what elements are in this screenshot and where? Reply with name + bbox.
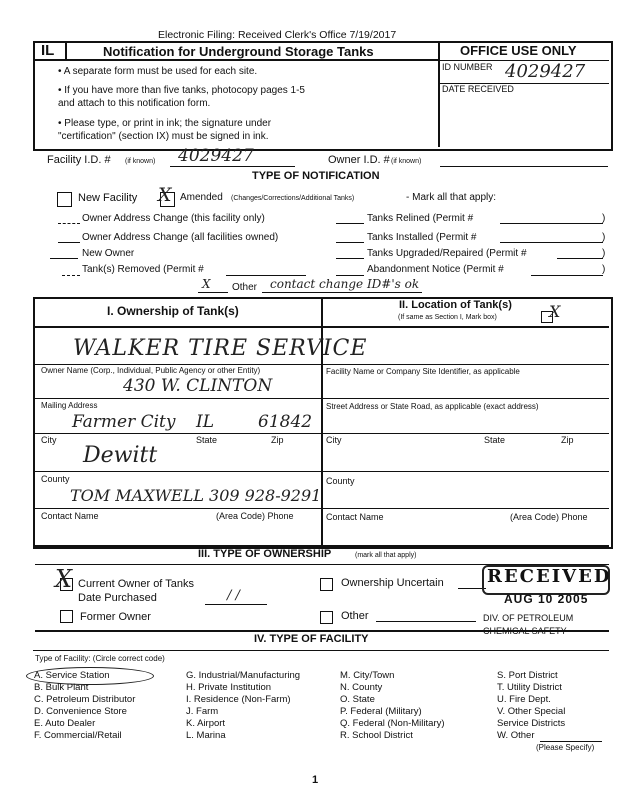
mailing-label: Mailing Address <box>41 401 98 410</box>
relined-blank[interactable] <box>336 223 364 224</box>
sec2-phone-label: (Area Code) Phone <box>510 512 588 522</box>
other-ownership-label: Other <box>341 610 369 622</box>
tank-removed-permit-line[interactable] <box>226 275 306 276</box>
facility-code-m[interactable]: M. City/Town <box>340 670 395 681</box>
sec2-county-line[interactable] <box>323 471 609 472</box>
facility-code-l[interactable]: L. Marina <box>186 730 226 741</box>
section-4-top <box>35 630 609 632</box>
city-state-zip-line[interactable] <box>323 433 609 434</box>
facility-name-label: Facility Name or Company Site Identifier, as applicable <box>326 367 520 376</box>
date-purchased-line <box>205 604 267 605</box>
please-specify-label: (Please Specify) <box>536 743 595 752</box>
facility-code-o[interactable]: O. State <box>340 694 375 705</box>
facility-code-e[interactable]: E. Auto Dealer <box>34 718 96 729</box>
other-value[interactable]: contact change ID#'s ok <box>270 277 420 291</box>
facility-id-line <box>170 166 295 167</box>
current-owner-mark: X <box>55 565 73 593</box>
contact-line <box>35 508 321 509</box>
date-purchased-value[interactable]: / / <box>227 588 240 603</box>
installed-blank[interactable] <box>336 242 364 243</box>
received-stamp-div: DIV. OF PETROLEUM <box>483 613 574 623</box>
contact-value[interactable]: TOM MAXWELL 309 928-9291 <box>70 486 322 505</box>
other-line <box>262 292 422 293</box>
facility-code-c[interactable]: C. Petroleum Distributor <box>34 694 136 705</box>
received-stamp-title: RECEIVED <box>487 566 612 587</box>
section-3-top <box>35 545 609 547</box>
amended-note: (Changes/Corrections/Additional Tanks) <box>231 195 355 202</box>
owner-address-change-all-blank[interactable] <box>58 242 80 243</box>
state-code: IL <box>41 42 55 59</box>
contact-label: Contact Name <box>41 511 99 521</box>
owner-name-label: Owner Name (Corp., Individual, Public Agency or other Entity) <box>41 366 261 375</box>
upgraded-paren: ) <box>602 248 606 259</box>
facility-code-h[interactable]: H. Private Institution <box>186 682 272 693</box>
received-stamp-chem: CHEMICAL SAFETY <box>483 626 567 636</box>
facility-code-u[interactable]: U. Fire Dept. <box>497 694 551 705</box>
owner-name-line <box>35 364 321 365</box>
facility-code-b[interactable]: B. Bulk Plant <box>34 682 89 693</box>
facility-code-i[interactable]: I. Residence (Non-Farm) <box>186 694 291 705</box>
instruction-4: • Please type, or print in ink; the signature under <box>58 118 272 129</box>
owner-address-change-blank[interactable] <box>58 223 80 224</box>
facility-code-g[interactable]: G. Industrial/Manufacturing <box>186 670 301 681</box>
section-4-subtitle: Type of Facility: (Circle correct code) <box>35 654 165 663</box>
mark-all-label: - Mark all that apply: <box>406 192 497 203</box>
facility-code-j[interactable]: J. Farm <box>186 706 219 717</box>
amended-mark: X <box>158 184 172 206</box>
upgraded-label: Tanks Upgraded/Repaired (Permit # <box>367 248 527 259</box>
instruction-5: "certification" (section IX) must be signed in ink. <box>58 131 269 142</box>
other-ownership-checkbox[interactable] <box>320 611 333 624</box>
upgraded-blank[interactable] <box>336 258 364 259</box>
section-2-subtitle: (If same as Section I, Mark box) <box>398 314 497 321</box>
mailing-line <box>35 398 321 399</box>
facility-code-v-cont: Service Districts <box>497 718 566 729</box>
sec2-zip-label: Zip <box>561 435 574 445</box>
abandonment-label: Abandonment Notice (Permit # <box>367 264 504 275</box>
facility-code-v[interactable]: V. Other Special <box>497 706 566 717</box>
date-purchased-label: Date Purchased <box>78 592 157 604</box>
section-header-line <box>35 326 609 328</box>
page-number: 1 <box>312 774 319 786</box>
city-label: City <box>41 435 57 445</box>
facility-code-a[interactable]: A. Service Station <box>34 670 110 681</box>
owner-id-line[interactable] <box>440 166 608 167</box>
ownership-uncertain-checkbox[interactable] <box>320 578 333 591</box>
amended-label: Amended <box>180 192 223 203</box>
facility-id-value[interactable]: 4029427 <box>178 146 254 166</box>
facility-code-s[interactable]: S. Port District <box>497 670 558 681</box>
same-as-section-1-mark: X <box>549 302 561 321</box>
city-line <box>35 433 321 434</box>
section-2-title: II. Location of Tank(s) <box>399 299 512 311</box>
street-line[interactable] <box>323 398 609 399</box>
section-3-subtitle: (mark all that apply) <box>355 552 417 559</box>
abandonment-permit-line[interactable] <box>531 275 603 276</box>
other-specify-line[interactable] <box>540 741 602 742</box>
sec2-contact-label: Contact Name <box>326 512 384 522</box>
facility-code-w[interactable]: W. Other <box>497 730 535 741</box>
instruction-2: • If you have more than five tanks, photocopy pages 1-5 <box>58 85 305 96</box>
sec2-contact-line[interactable] <box>323 508 609 509</box>
new-owner-label: New Owner <box>82 248 135 259</box>
office-divider <box>438 43 440 147</box>
date-received-label: DATE RECEIVED <box>442 84 514 94</box>
zip-value[interactable]: 61842 <box>258 412 313 432</box>
facility-name-line[interactable] <box>323 364 609 365</box>
relined-label: Tanks Relined (Permit # <box>367 213 474 224</box>
state-label: State <box>196 435 218 445</box>
facility-code-r[interactable]: R. School District <box>340 730 413 741</box>
relined-permit-line[interactable] <box>500 223 603 224</box>
phone-label: (Area Code) Phone <box>216 511 294 521</box>
new-facility-checkbox[interactable] <box>57 192 72 207</box>
owner-id-label: Owner I.D. # <box>328 154 390 166</box>
street-label: Street Address or State Road, as applicable (exact address) <box>326 402 539 411</box>
county-line <box>35 471 321 472</box>
owner-if-known: (if known) <box>391 158 422 165</box>
owner-name-value[interactable]: WALKER TIRE SERVICE <box>73 336 368 361</box>
abandonment-blank[interactable] <box>336 275 364 276</box>
facility-code-p[interactable]: P. Federal (Military) <box>340 706 422 717</box>
section-4-title: IV. TYPE OF FACILITY <box>254 633 369 645</box>
facility-id-label: Facility I.D. # <box>47 154 111 166</box>
instruction-1: • A separate form must be used for each site. <box>58 66 258 77</box>
county-value[interactable]: Dewitt <box>83 443 158 468</box>
mailing-value[interactable]: 430 W. CLINTON <box>123 376 273 396</box>
form-title: Notification for Underground Storage Tanks <box>103 44 374 59</box>
office-use-title: OFFICE USE ONLY <box>460 43 577 58</box>
facility-code-t[interactable]: T. Utility District <box>497 682 562 693</box>
state-value[interactable]: IL <box>196 412 215 432</box>
notification-title: TYPE OF NOTIFICATION <box>252 170 380 182</box>
other-mark: X <box>202 277 211 291</box>
id-number-label: ID NUMBER <box>442 62 493 72</box>
relined-paren: ) <box>602 213 606 224</box>
former-owner-checkbox[interactable] <box>60 610 73 623</box>
tank-removed-label: Tank(s) Removed (Permit # <box>82 264 204 275</box>
tank-removed-blank[interactable] <box>62 275 80 276</box>
county-label: County <box>41 474 70 484</box>
current-owner-label: Current Owner of Tanks <box>78 578 194 590</box>
sec2-state-label: State <box>484 435 506 445</box>
owner-address-change-this: Owner Address Change (this facility only) <box>82 213 265 224</box>
facility-code-q[interactable]: Q. Federal (Non-Military) <box>340 718 445 729</box>
section-3-title: III. TYPE OF OWNERSHIP <box>198 548 332 560</box>
other-blank[interactable] <box>198 292 228 293</box>
ownership-uncertain-label: Ownership Uncertain <box>341 577 444 589</box>
installed-paren: ) <box>602 232 606 243</box>
filing-stamp: Electronic Filing: Received Clerk's Office 7/19/2017 <box>158 29 397 41</box>
facility-code-d[interactable]: D. Convenience Store <box>34 706 127 717</box>
instruction-3: and attach to this notification form. <box>58 98 211 109</box>
sec2-city-label: City <box>326 435 342 445</box>
facility-if-known: (if known) <box>125 158 156 165</box>
abandonment-paren: ) <box>602 264 606 275</box>
city-value[interactable]: Farmer City <box>72 412 176 432</box>
id-number-value: 4029427 <box>505 61 586 82</box>
upgraded-permit-line[interactable] <box>557 258 603 259</box>
installed-label: Tanks Installed (Permit # <box>367 232 477 243</box>
new-owner-blank[interactable] <box>50 258 78 259</box>
zip-label: Zip <box>271 435 284 445</box>
installed-permit-line[interactable] <box>500 242 603 243</box>
facility-code-k[interactable]: K. Airport <box>186 718 226 729</box>
other-ownership-line[interactable] <box>376 621 476 622</box>
new-facility-label: New Facility <box>78 192 138 204</box>
received-stamp-date: AUG 10 2005 <box>504 592 589 606</box>
section-4-header-line <box>33 650 609 651</box>
owner-address-change-all: Owner Address Change (all facilities owned) <box>82 232 279 243</box>
sec2-county-label: County <box>326 476 355 486</box>
section-1-title: I. Ownership of Tank(s) <box>107 304 239 318</box>
other-label: Other <box>232 282 258 293</box>
facility-code-n[interactable]: N. County <box>340 682 383 693</box>
former-owner-label: Former Owner <box>80 611 151 623</box>
facility-code-f[interactable]: F. Commercial/Retail <box>34 730 122 741</box>
